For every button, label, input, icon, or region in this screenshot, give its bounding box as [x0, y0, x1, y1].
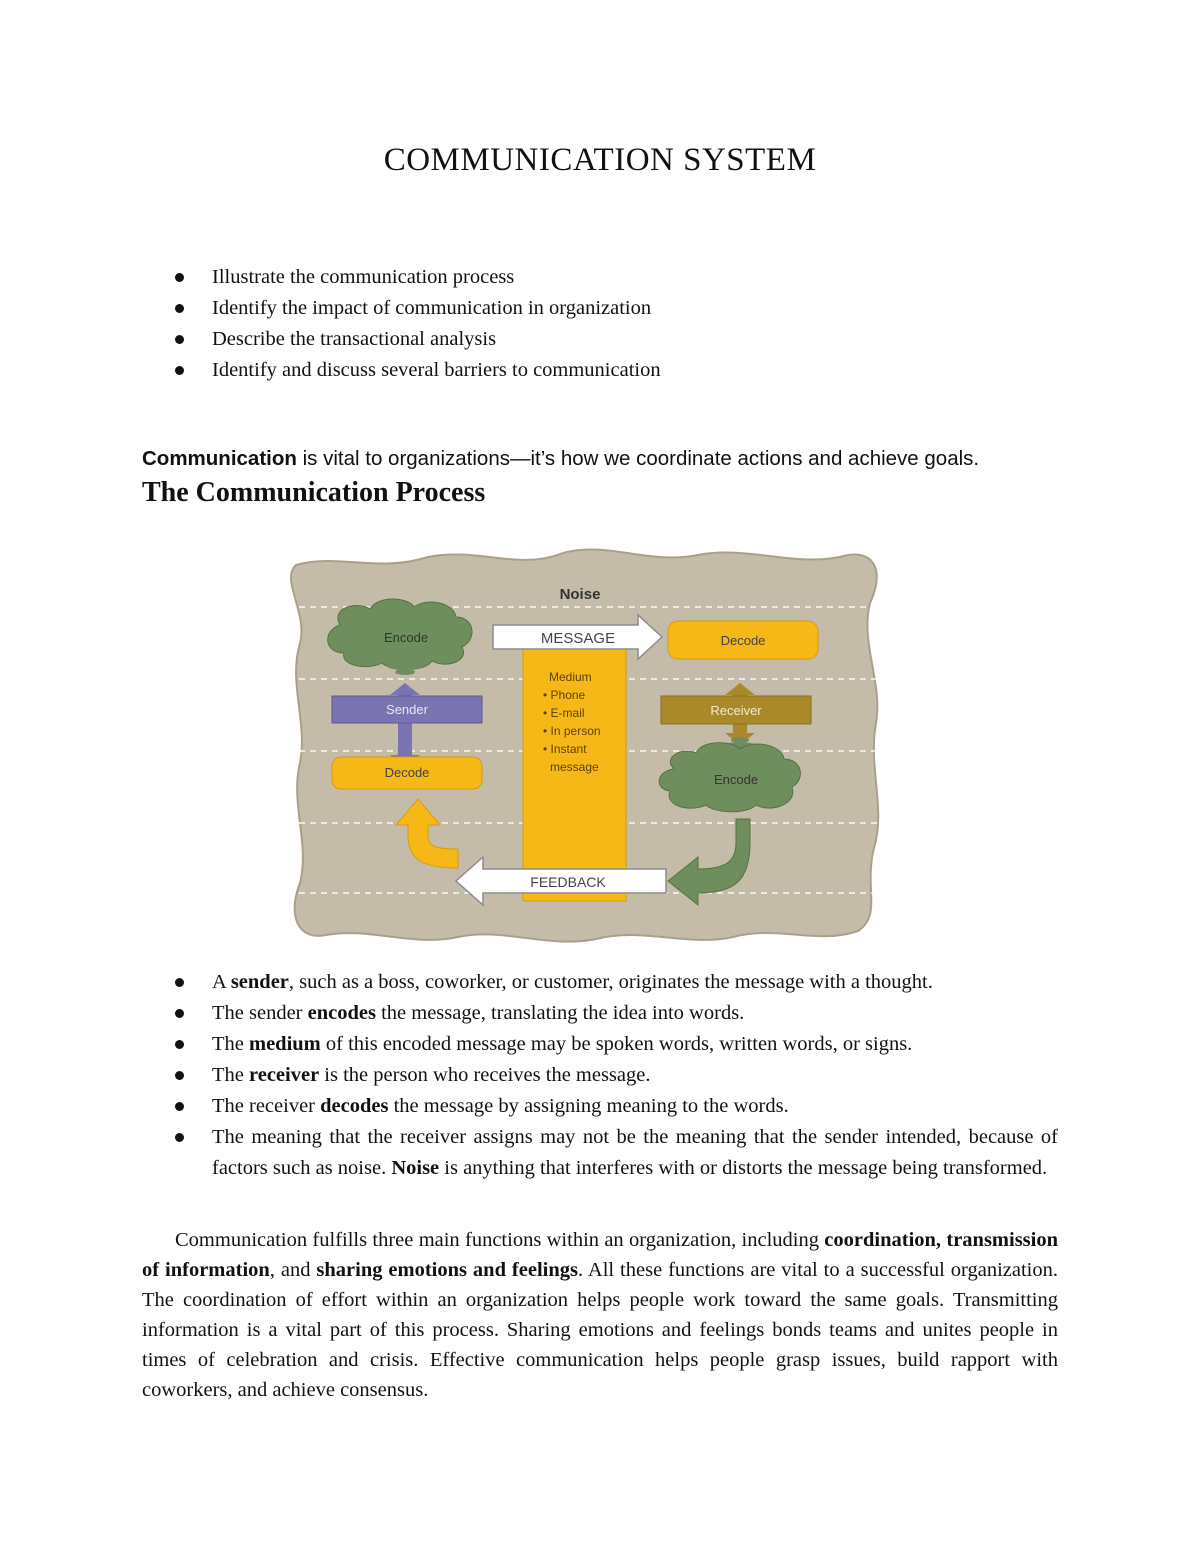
process-item — [142, 1029, 1058, 1060]
medium-item: • E-mail — [543, 706, 585, 720]
bullet-icon — [175, 273, 184, 282]
bullet-icon — [175, 335, 184, 344]
bullet-icon — [175, 1009, 184, 1018]
bullet-icon — [175, 1133, 184, 1142]
paragraph-text: . All these functions are vital to a successful organization. The coordination of effort within an organization helps people work toward the same goals. Transmitting information is a vital part of this process. Sharing emotions and feelings bonds teams and unites people in times of celebration and crisis. Effective communication helps people grasp issues, build rapport with coworkers, and achieve consensus. — [142, 1259, 1059, 1401]
process-text: the message, translating the idea into words. — [375, 1002, 745, 1024]
communication-process-diagram — [278, 543, 888, 943]
medium-item: message — [550, 760, 599, 774]
message-label: MESSAGE — [540, 630, 616, 647]
process-term: decodes — [320, 1095, 389, 1117]
bullet-icon — [175, 304, 184, 313]
objective-text: Identify the impact of communication in organization — [212, 297, 652, 319]
process-text: A — [212, 971, 231, 993]
feedback-label: FEEDBACK — [530, 874, 606, 890]
process-term: Noise — [391, 1157, 440, 1179]
process-text: The sender — [212, 1002, 308, 1024]
document-title: COMMUNICATION SYSTEM — [383, 142, 817, 178]
process-text: is anything that interferes with or distorts the message being transformed. — [439, 1157, 1048, 1179]
medium-item: • Instant — [543, 742, 587, 756]
process-text: The meaning that the receiver assigns may not be the meaning that the sender intended, because of factors such as noise. — [212, 1126, 1058, 1179]
encode-label-left: Encode — [383, 630, 429, 645]
process-text: is the person who receives the message. — [319, 1064, 651, 1086]
process-text: , such as a boss, coworker, or customer, originates the message with a thought. — [288, 971, 933, 993]
process-term: receiver — [249, 1064, 320, 1086]
objective-item — [142, 293, 1062, 324]
medium-title: Medium — [549, 670, 592, 684]
bullet-icon — [175, 366, 184, 375]
process-text: The — [212, 1033, 249, 1055]
process-item — [142, 1060, 1058, 1091]
process-item — [142, 1091, 1058, 1122]
bullet-icon — [175, 1040, 184, 1049]
bullet-icon — [175, 978, 184, 987]
encode-label-right: Encode — [713, 772, 759, 787]
medium-item: • Phone — [543, 688, 586, 702]
process-text: of this encoded message may be spoken words, written words, or signs. — [320, 1033, 913, 1055]
objective-item — [142, 262, 1062, 293]
section-heading: The Communication Process — [142, 477, 486, 508]
paragraph-bold: coordination, transmission of information — [142, 1229, 1058, 1281]
bullet-icon — [175, 1102, 184, 1111]
objective-item — [142, 355, 1062, 386]
intro-rest: is vital to organizations—it’s how we coordinate actions and achieve goals. — [296, 447, 980, 470]
objectives-list — [142, 262, 1062, 386]
process-text: The — [212, 1064, 249, 1086]
process-list — [142, 967, 1058, 1184]
objective-text: Identify and discuss several barriers to communication — [212, 359, 661, 381]
paragraph-text: Communication fulfills three main functions within an organization, including — [175, 1229, 825, 1251]
process-term: sender — [230, 971, 289, 993]
bullet-icon — [175, 1071, 184, 1080]
decode-label-left: Decode — [384, 765, 430, 780]
objective-item — [142, 324, 1062, 355]
process-text: the message by assigning meaning to the words. — [388, 1095, 789, 1117]
process-item — [142, 1122, 1058, 1184]
process-term: medium — [249, 1033, 321, 1055]
process-text: The receiver — [212, 1095, 321, 1117]
functions-paragraph — [142, 1225, 1058, 1405]
paragraph-bold: sharing emotions and feelings — [316, 1259, 578, 1281]
sender-label: Sender — [386, 702, 428, 717]
objective-text: Illustrate the communication process — [212, 266, 515, 288]
process-term: encodes — [307, 1002, 376, 1024]
intro-sentence — [142, 447, 979, 471]
decode-label-right: Decode — [720, 633, 766, 648]
objective-text: Describe the transactional analysis — [212, 328, 497, 350]
medium-item: • In person — [543, 724, 601, 738]
noise-label: Noise — [559, 586, 601, 603]
receiver-label: Receiver — [710, 703, 762, 718]
process-item — [142, 998, 1058, 1029]
paragraph-text: , and — [269, 1259, 317, 1281]
process-item — [142, 967, 1058, 998]
intro-bold: Communication — [142, 447, 297, 470]
